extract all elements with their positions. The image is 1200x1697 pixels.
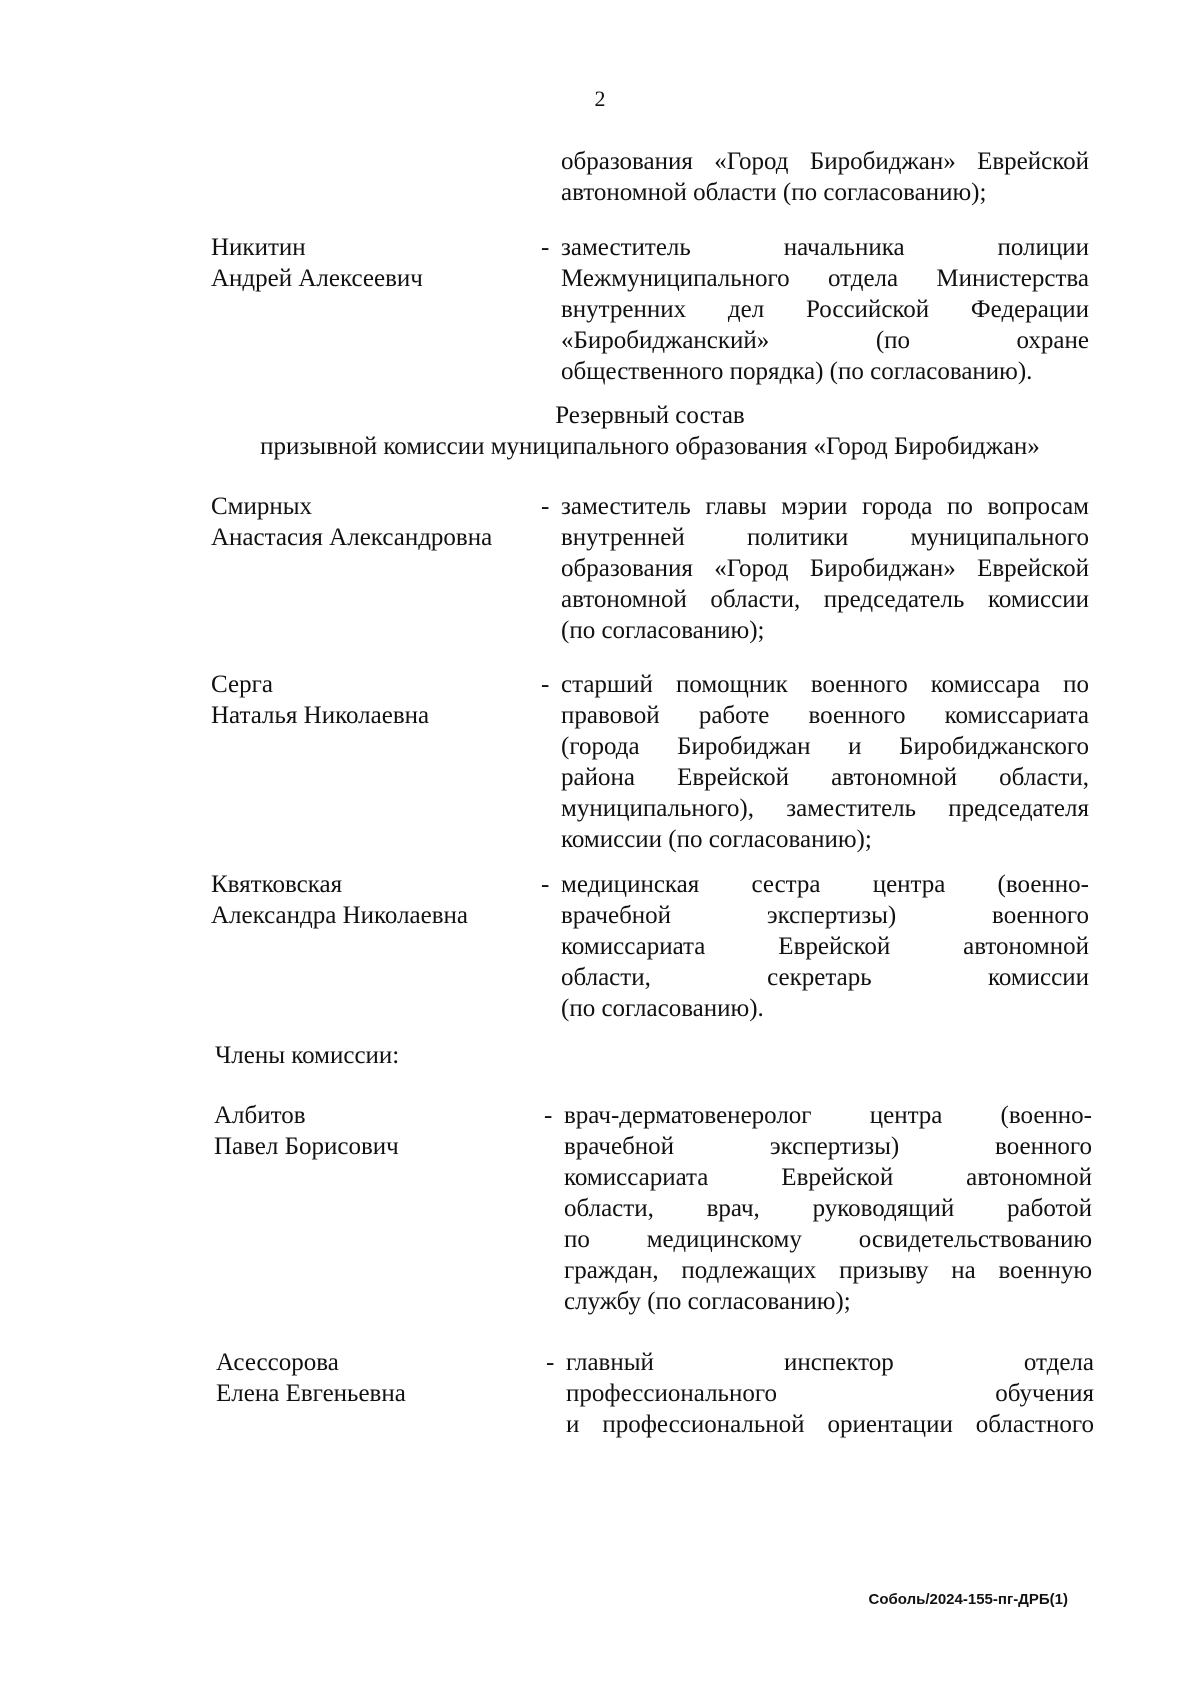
dash-separator: -	[546, 1349, 555, 1376]
surname: Серга	[211, 671, 273, 698]
description-line: области, врач, руководящий работой	[564, 1195, 1092, 1222]
surname: Квятковская	[211, 871, 343, 898]
description-line: врачебной экспертизы) военного	[561, 902, 1089, 929]
description-line: образования «Город Биробиджан» Еврейской	[561, 555, 1089, 582]
description-line: профессионального обучения	[566, 1380, 1094, 1407]
position-description	[566, 1347, 1094, 1440]
surname: Асессорова	[216, 1349, 339, 1376]
person-name	[211, 869, 541, 931]
dash-separator: -	[541, 234, 550, 261]
person-name	[211, 669, 541, 731]
description-line: области, секретарь комиссии	[561, 964, 1089, 991]
person-name	[214, 1100, 544, 1162]
dash-separator: -	[544, 1102, 553, 1129]
person-name	[211, 491, 541, 553]
given-names: Анастасия Александровна	[211, 524, 493, 551]
section-subheading: призывной комиссии муниципального образования «Город Биробиджан»	[260, 433, 1040, 460]
description-line: «Биробиджанский» (по охране	[561, 327, 1089, 354]
description-line: (по согласованию).	[561, 995, 764, 1022]
surname: Никитин	[211, 234, 306, 261]
dash-separator: -	[541, 671, 550, 698]
section-heading: Резервный состав	[555, 402, 745, 429]
dash-separator: -	[541, 493, 550, 520]
position-description	[561, 232, 1089, 387]
description-line: района Еврейской автономной области,	[561, 764, 1089, 791]
given-names: Андрей Алексеевич	[211, 265, 423, 292]
description-line: (по согласованию);	[561, 617, 765, 644]
description-line: старший помощник военного комиссара по	[561, 671, 1089, 698]
description-line: автономной области (по согласованию);	[561, 179, 987, 206]
given-names: Александра Николаевна	[211, 902, 469, 929]
given-names: Павел Борисович	[214, 1133, 399, 1160]
page-number: 2	[594, 86, 606, 111]
description-line: внутренней политики муниципального	[561, 524, 1089, 551]
description-line: и профессиональной ориентации областного	[566, 1411, 1094, 1438]
description-line: муниципального), заместитель председателя	[561, 795, 1089, 822]
description-line: комиссариата Еврейской автономной	[564, 1164, 1092, 1191]
description-line: комиссии (по согласованию);	[561, 826, 872, 853]
person-name	[216, 1347, 546, 1409]
person-name	[211, 232, 541, 294]
position-description	[561, 869, 1089, 1024]
continuation-description	[561, 146, 1089, 208]
description-line: комиссариата Еврейской автономной	[561, 933, 1089, 960]
position-description	[564, 1100, 1092, 1317]
description-line: внутренних дел Российской Федерации	[561, 296, 1089, 323]
description-line: общественного порядка) (по согласованию).	[561, 358, 1033, 385]
description-line: образования «Город Биробиджан» Еврейской	[561, 148, 1089, 175]
position-description	[561, 669, 1089, 855]
surname: Смирных	[211, 493, 313, 520]
position-description	[561, 491, 1089, 646]
description-line: заместитель начальника полиции	[561, 234, 1089, 261]
given-names: Елена Евгеньевна	[216, 1380, 406, 1407]
description-line: автономной области, председатель комиссии	[561, 586, 1089, 613]
description-line: врачебной экспертизы) военного	[564, 1133, 1092, 1160]
description-line: по медицинскому освидетельствованию	[564, 1226, 1092, 1253]
description-line: граждан, подлежащих призыву на военную	[564, 1257, 1092, 1284]
document-code: Соболь/2024-155-пг-ДРБ(1)	[868, 1591, 1068, 1608]
members-label: Члены комиссии:	[215, 1042, 400, 1069]
description-line: службу (по согласованию);	[564, 1288, 851, 1315]
description-line: Межмуниципального отдела Министерства	[561, 265, 1089, 292]
given-names: Наталья Николаевна	[211, 702, 430, 729]
dash-separator: -	[541, 871, 550, 898]
description-line: (города Биробиджан и Биробиджанского	[561, 733, 1089, 760]
description-line: правовой работе военного комиссариата	[561, 702, 1089, 729]
description-line: главный инспектор отдела	[566, 1349, 1094, 1376]
description-line: врач-дерматовенеролог центра (военно-	[564, 1102, 1092, 1129]
description-line: заместитель главы мэрии города по вопросам	[561, 493, 1089, 520]
surname: Албитов	[214, 1102, 306, 1129]
description-line: медицинская сестра центра (военно-	[561, 871, 1089, 898]
